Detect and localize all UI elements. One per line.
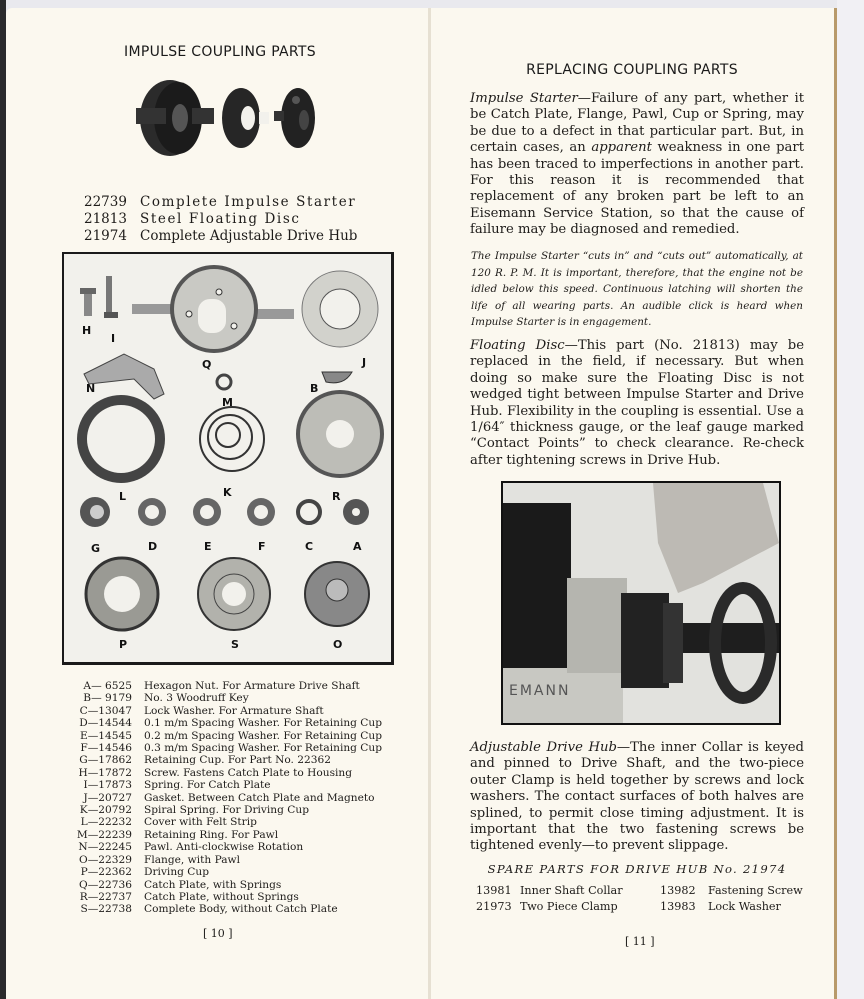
- diagram-label-n: N: [86, 382, 96, 395]
- gasket-part-icon: [302, 271, 378, 347]
- parts-legend-row: [62, 903, 382, 915]
- part-code: S—22738: [80, 903, 132, 916]
- exploded-parts-diagram: [62, 252, 394, 665]
- part-description: 0.1 m/m Spacing Washer. For Retaining Cup: [144, 717, 383, 730]
- spare-part-number: 13981: [476, 884, 512, 897]
- part-code: H—17872: [78, 766, 132, 779]
- complete-body-part-icon: [198, 558, 270, 630]
- diagram-label-d: D: [148, 540, 158, 553]
- diagram-label-b: B: [310, 382, 319, 395]
- impulse-starter-paragraph: [470, 91, 804, 239]
- diagram-label-g: G: [91, 542, 101, 555]
- part-code: J—20727: [83, 791, 132, 804]
- parts-legend-row: [62, 705, 382, 717]
- part-description: Flange, with Pawl: [144, 853, 240, 866]
- spare-part-name: Fastening Screw: [708, 884, 803, 897]
- part-description: Pawl. Anti-clockwise Rotation: [144, 841, 304, 854]
- part-code: O—22329: [79, 853, 132, 866]
- part-code: M—22239: [76, 828, 132, 841]
- part-description: Screw. Fastens Catch Plate to Housing: [144, 766, 353, 779]
- parts-legend: [62, 680, 382, 916]
- retaining-cup-part-icon: [80, 497, 110, 527]
- diagram-label-f: F: [258, 540, 266, 553]
- diagram-label-l: L: [119, 490, 127, 503]
- diagram-label-c: C: [305, 540, 314, 553]
- screw-part-icon: [80, 288, 96, 316]
- part-description: 0.3 m/m Spacing Washer. For Retaining Cup: [144, 742, 383, 755]
- part-description: Retaining Cup. For Part No. 22362: [144, 754, 331, 767]
- part-code: G—17862: [79, 754, 132, 767]
- parts-legend-row: [62, 742, 382, 754]
- diagram-label-i: I: [111, 332, 116, 345]
- washer-e-part-icon: [193, 498, 221, 526]
- part-code: D—14544: [79, 717, 132, 730]
- spare-part-number: 21973: [476, 900, 512, 913]
- part-code: K—20792: [79, 804, 132, 817]
- impulse-starter-text-a: —Failure of any part, whether it be Catch Plate, Flange, Pawl, Cup or Spring, may be due to a defect in that particular part. But, in certain cases, an: [470, 91, 804, 156]
- assembly-list: [84, 194, 357, 245]
- right-page-title: REPLACING COUPLING PARTS: [526, 62, 738, 78]
- parts-legend-row: [62, 792, 382, 804]
- rpm-note: The Impulse Starter “cuts in” and “cuts out” automatically, at 120 R. P. M. It is important, therefore, that the engine not be idled below this speed. Continuous latching will shorten the life of all wearing parts. An audible click is heard when Impulse Starter is in engagement.: [471, 250, 803, 328]
- impulse-starter-heading: Impulse Starter: [470, 91, 578, 106]
- parts-legend-row: [62, 841, 382, 853]
- hex-nut-part-icon: [343, 499, 369, 525]
- cover-part-icon: [77, 395, 165, 483]
- part-code: L—22232: [80, 816, 132, 829]
- left-page-title: IMPULSE COUPLING PARTS: [124, 44, 316, 60]
- spare-part-number: 13982: [660, 884, 696, 897]
- lock-washer-part-icon: [298, 501, 320, 523]
- washer-d-part-icon: [138, 498, 166, 526]
- impulse-starter-text-b: weakness in one part has been traced to imperfections in another part. For this reason it is recommended that replacement of any broken part be left to an Eisemann Service Station, so that the cause of failure may be diagnosed and remedied.: [470, 140, 805, 238]
- spare-part-name: Lock Washer: [708, 900, 781, 913]
- part-description: Driving Cup: [144, 866, 210, 879]
- part-code: F—14546: [80, 742, 132, 755]
- gauge-check-photo: [501, 481, 781, 725]
- parts-legend-row: [62, 879, 382, 891]
- washer-f-part-icon: [247, 498, 275, 526]
- diagram-label-m: M: [222, 396, 233, 409]
- parts-legend-row: [62, 754, 382, 766]
- parts-legend-row: [62, 767, 382, 779]
- spare-parts-title: SPARE PARTS FOR DRIVE HUB No. 21974: [487, 862, 787, 876]
- parts-legend-row: [62, 866, 382, 878]
- parts-legend-row: [62, 804, 382, 816]
- part-description: Gasket. Between Catch Plate and Magneto: [144, 791, 375, 804]
- parts-legend-row: [62, 717, 382, 729]
- assembly-number: 21974: [84, 228, 127, 244]
- pawl-part-icon: [84, 354, 164, 399]
- diagram-label-e: E: [204, 540, 212, 553]
- part-description: Cover with Felt Strip: [144, 816, 257, 829]
- assembly-row: [84, 194, 357, 211]
- part-description: Catch Plate, without Springs: [144, 890, 299, 903]
- diagram-label-s: S: [231, 638, 239, 651]
- part-description: Catch Plate, with Springs: [144, 878, 282, 891]
- assembly-name: Complete Impulse Starter: [140, 194, 357, 210]
- right-page-number: [ 11 ]: [625, 935, 655, 948]
- part-description: 0.2 m/m Spacing Washer. For Retaining Cup: [144, 729, 383, 742]
- driving-cup-part-icon: [86, 558, 158, 630]
- parts-legend-row: [62, 816, 382, 828]
- spare-parts-table: [476, 883, 806, 915]
- background-edge: [837, 0, 864, 999]
- diagram-label-j: J: [362, 356, 367, 369]
- diagram-label-a: A: [353, 540, 362, 553]
- magneto-brand-text: EMANN: [509, 683, 571, 699]
- page-gutter: [428, 8, 431, 999]
- part-code: N—22245: [78, 841, 132, 854]
- part-description: Lock Washer. For Armature Shaft: [144, 704, 324, 717]
- assembly-row: [84, 211, 357, 228]
- part-code: C—13047: [79, 704, 132, 717]
- part-description: Hexagon Nut. For Armature Drive Shaft: [144, 680, 360, 692]
- floating-disc-paragraph: [470, 338, 804, 469]
- spare-part-name: Two Piece Clamp: [520, 900, 618, 913]
- parts-legend-row: [62, 891, 382, 903]
- part-description: Complete Body, without Catch Plate: [144, 903, 338, 916]
- part-code: P—22362: [80, 866, 132, 879]
- parts-legend-row: [62, 854, 382, 866]
- left-page-number: [ 10 ]: [203, 927, 233, 940]
- assembly-row: [84, 228, 357, 245]
- retaining-ring-part-icon: [217, 375, 231, 389]
- spring-part-icon: [104, 276, 118, 318]
- diagram-label-k: K: [223, 486, 232, 499]
- floating-disc-text: —This part (No. 21813) may be replaced in the field, if necessary. But when doing so make sure the Floating Disc is not wedged tight between Impulse Starter and Drive Hub. Flexibility in the coupling is essential. Use a 1/64″ thickness gauge, or the leaf gauge marked “Contact Points” to check clearance. Re-check after tightening screws in Drive Hub.: [470, 338, 804, 468]
- diagram-label-h: H: [82, 324, 92, 337]
- part-code: B— 9179: [83, 692, 132, 705]
- spare-part-name: Inner Shaft Collar: [520, 884, 623, 897]
- part-description: Spring. For Catch Plate: [144, 779, 271, 792]
- parts-legend-row: [62, 829, 382, 841]
- flange-part-icon: [305, 562, 369, 626]
- assembly-number: 22739: [84, 194, 127, 210]
- catch-plate-part-icon: [132, 267, 294, 351]
- floating-disc-heading: Floating Disc: [470, 338, 565, 353]
- drive-hub-paragraph: [470, 740, 804, 855]
- diagram-label-p: P: [119, 638, 128, 651]
- impulse-starter-emphasis: apparent: [591, 140, 652, 156]
- part-code: A— 6525: [83, 680, 132, 692]
- parts-legend-row: [62, 692, 382, 704]
- photo-illustration: [503, 483, 779, 723]
- parts-legend-row: [62, 730, 382, 742]
- assembly-number: 21813: [84, 211, 127, 227]
- part-code: E—14545: [79, 729, 132, 742]
- diagram-label-o: O: [333, 638, 343, 651]
- part-description: No. 3 Woodruff Key: [144, 692, 249, 705]
- spiral-spring-part-icon: [200, 407, 264, 471]
- diagram-label-q: Q: [202, 358, 212, 371]
- part-code: I—17873: [83, 779, 132, 792]
- drive-hub-heading: Adjustable Drive Hub: [470, 740, 617, 755]
- part-code: Q—22736: [79, 878, 132, 891]
- coupling-assembly-image: [128, 78, 323, 158]
- woodruff-key-part-icon: [322, 372, 352, 383]
- part-description: Retaining Ring. For Pawl: [144, 828, 279, 841]
- part-description: Spiral Spring. For Driving Cup: [144, 804, 309, 817]
- parts-legend-row: [62, 779, 382, 791]
- parts-legend-row: [62, 680, 382, 692]
- assembly-name: Steel Floating Disc: [140, 211, 301, 227]
- diagram-label-r: R: [332, 490, 341, 503]
- spare-part-number: 13983: [660, 900, 696, 913]
- parts-illustration: [64, 254, 391, 662]
- drive-hub-text: —The inner Collar is keyed and pinned to Drive Shaft, and the two-piece outer Clamp is held together by screws and lock washers. The contact surfaces of both halves are splined, to permit close timing adjustment. It is important that the two fastening screws be tightened evenly—to prevent slippage.: [470, 740, 804, 854]
- assembly-name: Complete Adjustable Drive Hub: [140, 228, 358, 244]
- part-code: R—22737: [79, 890, 132, 903]
- catch-plate-plain-part-icon: [298, 392, 382, 476]
